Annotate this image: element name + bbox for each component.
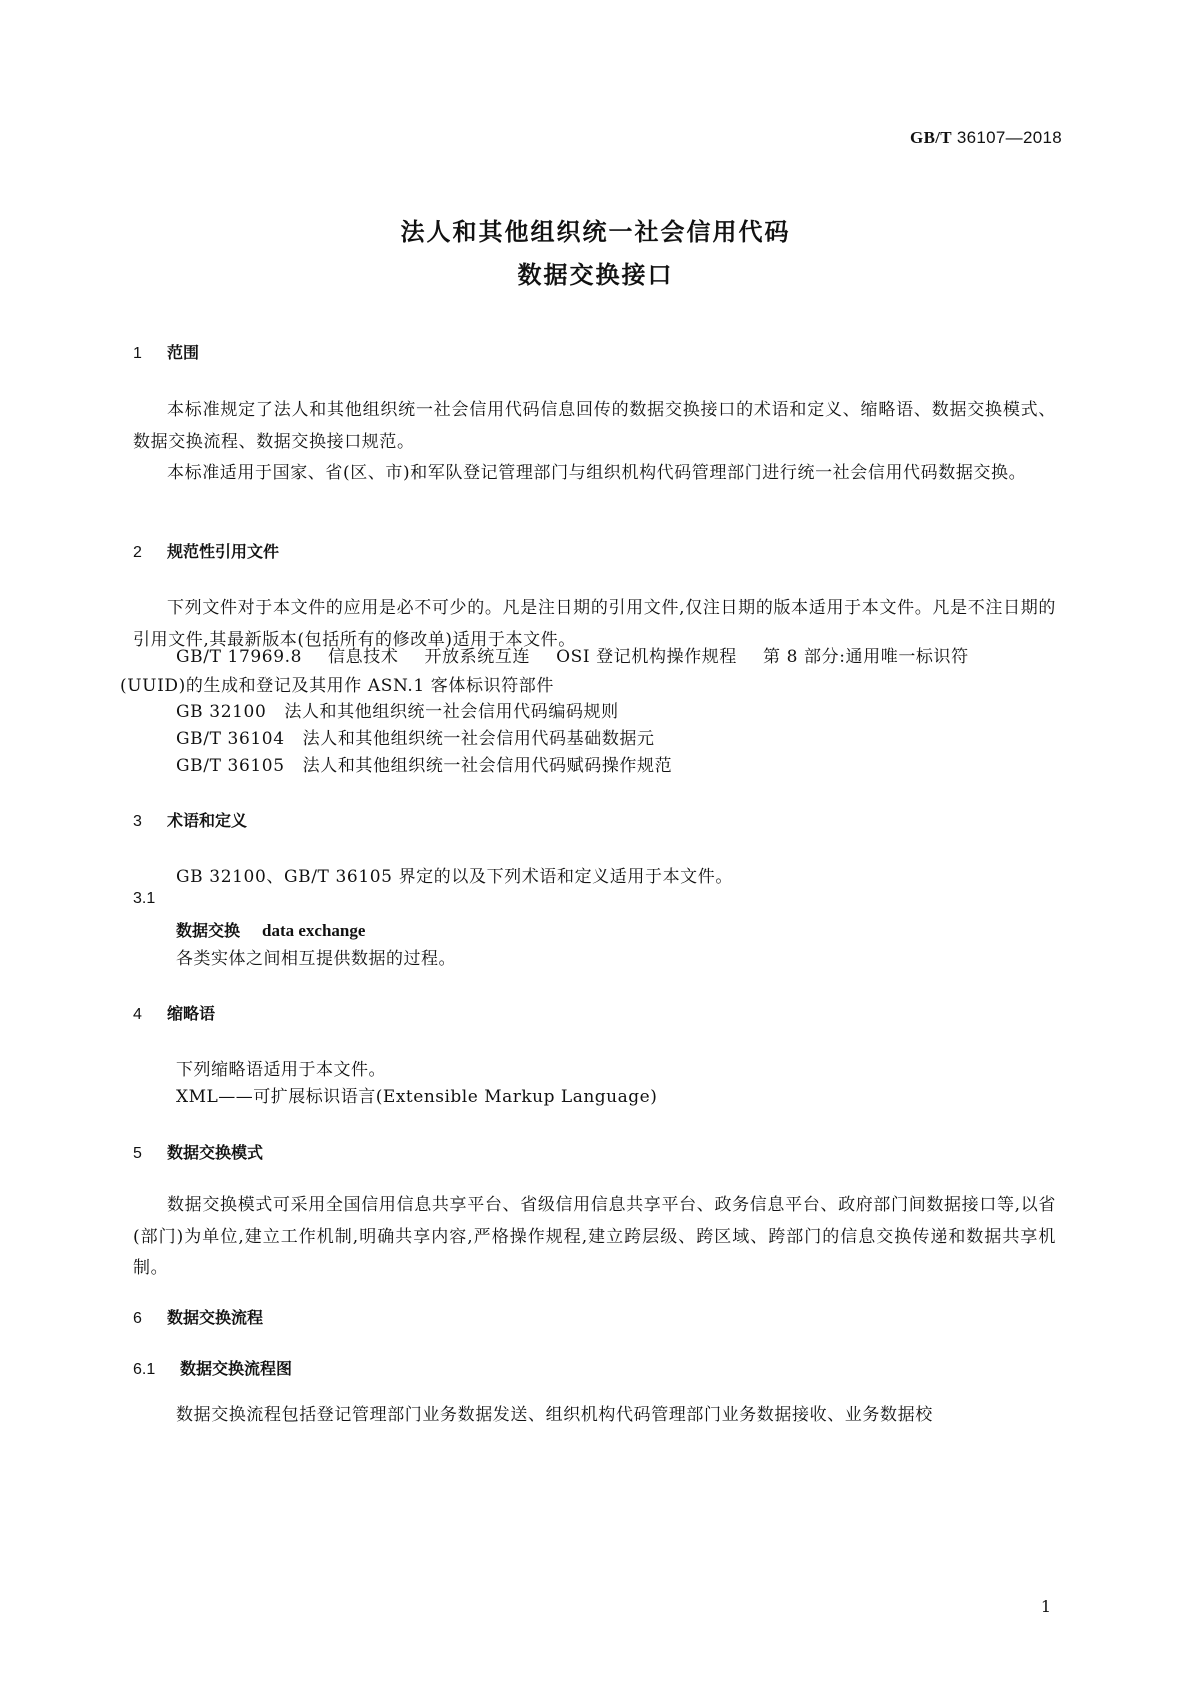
section-5-heading [133,1140,263,1163]
ref-code: GB/T 36104 [176,729,285,749]
term-english: data exchange [262,921,366,940]
section-2-heading [133,539,279,562]
section-1-heading [133,340,199,363]
ref-title-part: 信息技术 [328,647,399,667]
ref-title: 法人和其他组织统一社会信用代码基础数据元 [302,729,655,749]
subsection-title: 数据交换流程图 [180,1359,293,1378]
section-2-para-1: 下列文件对于本文件的应用是必不可少的。凡是注日期的引用文件,仅注日期的版本适用于本文件。凡是不注日期的引用文件,其最新版本(包括所有的修改单)适用于本文件。 [133,598,1056,650]
section-5-para-1: 数据交换模式可采用全国信用信息共享平台、省级信用信息共享平台、政务信息平台、政府部门间数据接口等,以省(部门)为单位,建立工作机制,明确共享内容,严格操作规程,建立跨层级、跨区域、跨部门的信息交换传递和数据共享机制。 [133,1195,1056,1278]
section-number: 4 [133,1006,142,1023]
ref-title-part: 开放系统互连 [424,647,531,667]
section-title: 术语和定义 [167,811,248,830]
section-number: 6 [133,1310,142,1327]
reference-1-continued: (UUID)的生成和登记及其用作 ASN.1 客体标识符部件 [120,676,555,696]
reference-4 [176,751,672,776]
section-number: 2 [133,544,142,561]
section-title: 范围 [167,343,200,362]
subsection-6-1-heading [133,1356,292,1379]
standard-code [910,128,1062,148]
subsection-number: 6.1 [133,1361,156,1378]
term-entry [176,918,365,941]
section-number: 3 [133,813,142,830]
standard-number: 36107—2018 [956,128,1062,147]
term-definition: 各类实体之间相互提供数据的过程。 [176,949,456,969]
ref-title: 法人和其他组织统一社会信用代码编码规则 [284,702,619,722]
subsection-3-1-number: 3.1 [133,890,156,907]
section-3-heading [133,808,247,831]
reference-1 [176,642,969,667]
abbreviation-xml: XML——可扩展标识语言(Extensible Markup Language) [176,1087,658,1107]
ref-title: 法人和其他组织统一社会信用代码赋码操作规范 [302,756,673,776]
ref-code: GB 32100 [176,702,267,722]
ref-title-part: OSI 登记机构操作规程 [556,647,737,667]
section-title: 规范性引用文件 [167,542,280,561]
term-chinese: 数据交换 [176,921,241,940]
section-title: 数据交换流程 [167,1308,264,1327]
section-6-heading [133,1305,263,1328]
ref-title-part: 第 8 部分:通用唯一标识符 [762,647,969,667]
section-number: 5 [133,1145,142,1162]
section-4-heading [133,1001,215,1024]
reference-2 [176,697,619,722]
section-title: 数据交换模式 [167,1143,264,1162]
section-3-para-1: GB 32100、GB/T 36105 界定的以及下列术语和定义适用于本文件。 [176,867,733,887]
section-number: 1 [133,345,142,362]
section-1-para-2: 本标准适用于国家、省(区、市)和军队登记管理部门与组织机构代码管理部门进行统一社会信用代码数据交换。 [167,463,1027,483]
reference-3 [176,724,655,749]
section-1-para-1: 本标准规定了法人和其他组织统一社会信用代码信息回传的数据交换接口的术语和定义、缩略语、数据交换模式、数据交换流程、数据交换接口规范。 [133,400,1056,452]
ref-code: GB/T 36105 [176,756,285,776]
section-title: 缩略语 [167,1004,216,1023]
standard-prefix: GB/T [910,128,952,147]
ref-code: GB/T 17969.8 [176,647,303,667]
title-line-1: 法人和其他组织统一社会信用代码 [400,218,791,246]
section-4-para-1: 下列缩略语适用于本文件。 [176,1060,386,1080]
section-6-para-1: 数据交换流程包括登记管理部门业务数据发送、组织机构代码管理部门业务数据接收、业务数据校 [176,1405,933,1425]
title-line-2: 数据交换接口 [517,261,674,289]
page-number: 1 [1040,1597,1051,1616]
